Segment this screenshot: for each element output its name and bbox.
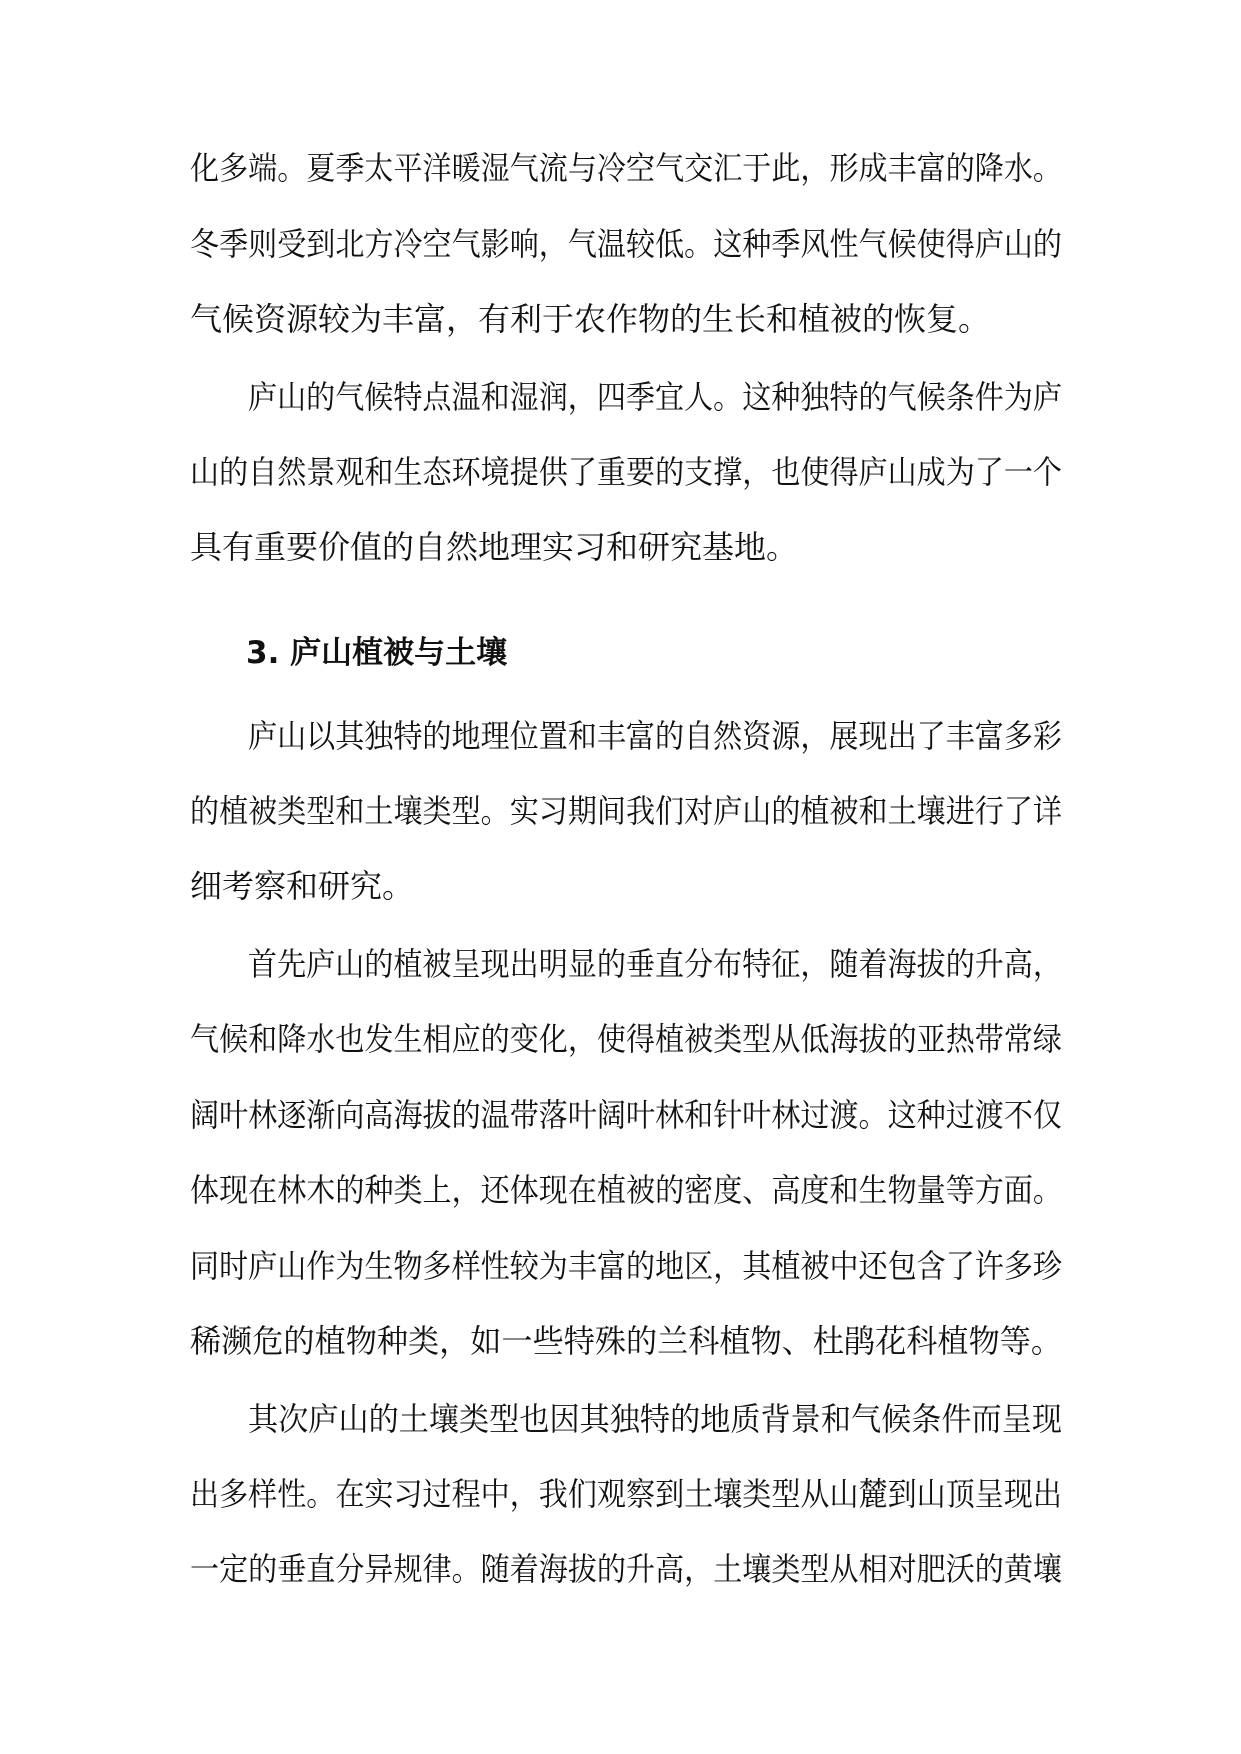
paragraph-first-line: 庐山以其独特的地理位置和丰富的自然资源，展现出了丰富多彩 — [248, 717, 1063, 755]
section-heading: 3. 庐山植被与土壤 — [246, 635, 508, 671]
text-line: 的植被类型和土壤类型。实习期间我们对庐山的植被和土壤进行了详 — [190, 792, 1063, 830]
paragraph-first-line: 庐山的气候特点温和湿润，四季宜人。这种独特的气候条件为庐 — [248, 378, 1063, 416]
text-line: 一定的垂直分异规律。随着海拔的升高，土壤类型从相对肥沃的黄壤 — [190, 1550, 1063, 1588]
text-line: 气候和降水也发生相应的变化，使得植被类型从低海拔的亚热带常绿 — [190, 1020, 1063, 1058]
text-line: 出多样性。在实习过程中，我们观察到土壤类型从山麓到山顶呈现出 — [190, 1475, 1063, 1513]
paragraph-first-line: 首先庐山的植被呈现出明显的垂直分布特征，随着海拔的升高， — [248, 945, 1063, 983]
text-line: 细考察和研究。 — [190, 867, 415, 905]
text-line: 冬季则受到北方冷空气影响，气温较低。这种季风性气候使得庐山的 — [190, 225, 1063, 263]
text-line: 同时庐山作为生物多样性较为丰富的地区，其植被中还包含了许多珍 — [190, 1247, 1063, 1285]
text-line: 化多端。夏季太平洋暖湿气流与冷空气交汇于此，形成丰富的降水。 — [190, 149, 1063, 187]
paragraph-first-line: 其次庐山的土壤类型也因其独特的地质背景和气候条件而呈现 — [248, 1400, 1063, 1438]
text-line: 山的自然景观和生态环境提供了重要的支撑，也使得庐山成为了一个 — [190, 453, 1063, 491]
text-line: 气候资源较为丰富，有利于农作物的生长和植被的恢复。 — [190, 300, 991, 338]
text-line: 阔叶林逐渐向高海拔的温带落叶阔叶林和针叶林过渡。这种过渡不仅 — [190, 1096, 1063, 1134]
text-line: 稀濒危的植物种类，如一些特殊的兰科植物、杜鹃花科植物等。 — [190, 1322, 1063, 1360]
text-line: 体现在林木的种类上，还体现在植被的密度、高度和生物量等方面。 — [190, 1171, 1063, 1209]
text-line: 具有重要价值的自然地理实习和研究基地。 — [190, 528, 799, 566]
